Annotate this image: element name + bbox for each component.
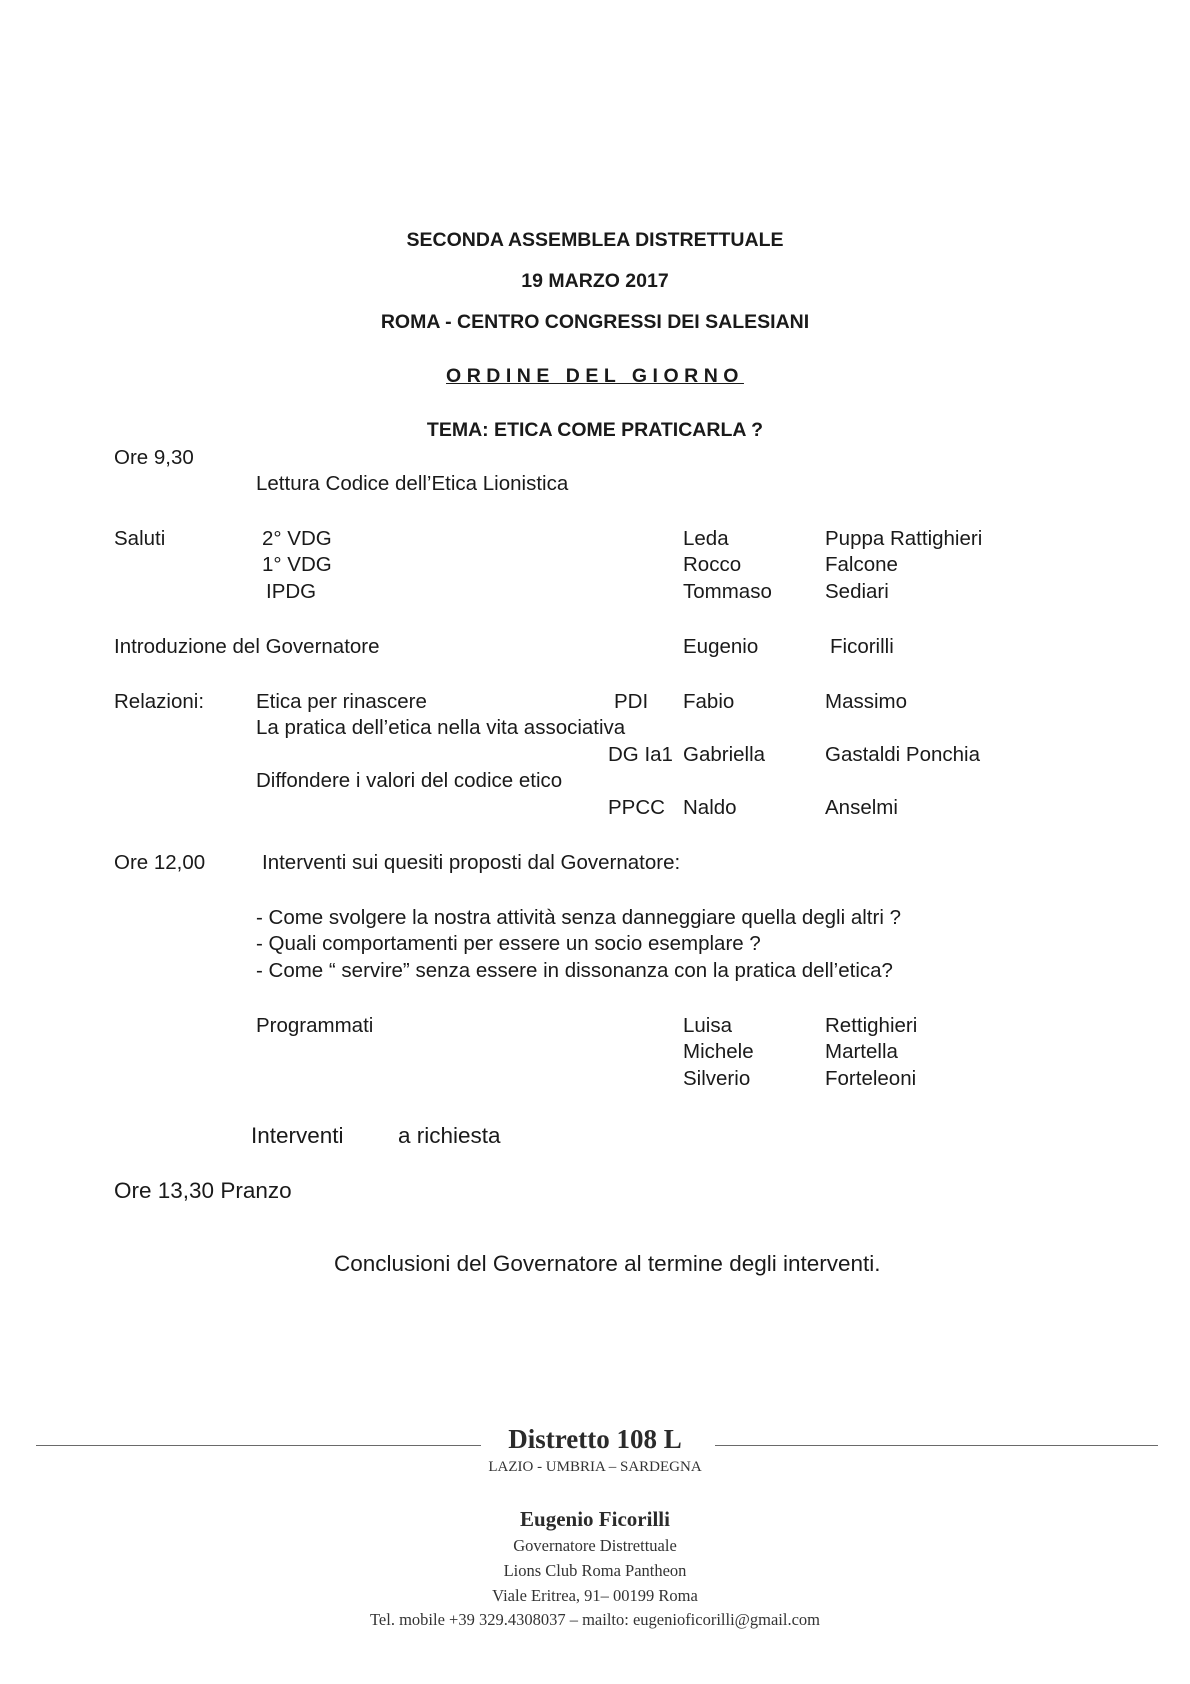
- lunch-time: Ore 13,30 Pranzo: [114, 1178, 292, 1203]
- report-role: PDI: [614, 690, 649, 713]
- district-regions: LAZIO - UMBRIA – SARDEGNA: [488, 1459, 702, 1475]
- scheduled-first-name: Michele: [683, 1040, 754, 1063]
- introduction-last-name: Ficorilli: [830, 635, 894, 658]
- agenda-heading: ORDINE DEL GIORNO: [446, 365, 744, 387]
- greeting-last-name: Puppa Rattighieri: [825, 527, 983, 550]
- report-first-name: Gabriella: [683, 743, 766, 766]
- club-name: Lions Club Roma Pantheon: [503, 1561, 687, 1580]
- report-last-name: Gastaldi Ponchia: [825, 743, 980, 766]
- report-last-name: Anselmi: [825, 796, 898, 819]
- on-request-label-suffix: a richiesta: [398, 1123, 501, 1148]
- report-role: DG Ia1: [608, 743, 673, 766]
- question-item: - Come “ servire” senza essere in dissonanza con la pratica dell’etica?: [256, 959, 893, 982]
- question-item: - Quali comportamenti per essere un socio esemplare ?: [256, 932, 761, 955]
- greeting-last-name: Sediari: [825, 580, 889, 603]
- interventions-intro: Interventi sui quesiti proposti dal Governatore:: [262, 851, 681, 874]
- address-line: Viale Eritrea, 91– 00199 Roma: [492, 1586, 698, 1605]
- report-last-name: Massimo: [825, 690, 908, 713]
- assembly-date: 19 MARZO 2017: [521, 270, 669, 292]
- greeting-role: IPDG: [266, 580, 317, 603]
- report-first-name: Naldo: [683, 796, 737, 819]
- governor-name: Eugenio Ficorilli: [520, 1507, 670, 1531]
- report-topic: Etica per rinascere: [256, 690, 427, 713]
- scheduled-first-name: Luisa: [683, 1014, 733, 1037]
- report-topic: Diffondere i valori del codice etico: [256, 769, 563, 792]
- reports-label: Relazioni:: [114, 690, 205, 713]
- greeting-role: 1° VDG: [262, 553, 332, 576]
- scheduled-last-name: Martella: [825, 1040, 898, 1063]
- governor-title: Governatore Distrettuale: [513, 1536, 677, 1555]
- assembly-venue: ROMA - CENTRO CONGRESSI DEI SALESIANI: [380, 311, 810, 333]
- district-name: Distretto 108 L: [508, 1424, 682, 1454]
- theme-heading: TEMA: ETICA COME PRATICARLA ?: [426, 419, 764, 441]
- interventions-time: Ore 12,00: [114, 851, 206, 874]
- introduction-first-name: Eugenio: [683, 635, 759, 658]
- assembly-title: SECONDA ASSEMBLEA DISTRETTUALE: [406, 229, 784, 251]
- question-item: - Come svolgere la nostra attività senza danneggiare quella degli altri ?: [256, 906, 901, 929]
- greeting-first-name: Leda: [683, 527, 729, 550]
- greeting-last-name: Falcone: [825, 553, 898, 576]
- introduction-label: Introduzione del Governatore: [114, 635, 380, 658]
- scheduled-last-name: Rettighieri: [825, 1014, 918, 1037]
- greeting-first-name: Tommaso: [683, 580, 772, 603]
- opening-reading: Lettura Codice dell’Etica Lionistica: [256, 472, 569, 495]
- report-role: PPCC: [608, 796, 665, 819]
- scheduled-last-name: Forteleoni: [825, 1067, 917, 1090]
- scheduled-first-name: Silverio: [683, 1067, 751, 1090]
- report-topic: La pratica dell’etica nella vita associativa: [256, 716, 626, 739]
- greetings-label: Saluti: [114, 527, 166, 550]
- conclusion-text: Conclusioni del Governatore al termine degli interventi.: [334, 1251, 881, 1276]
- greeting-role: 2° VDG: [262, 527, 332, 550]
- opening-time: Ore 9,30: [114, 446, 194, 469]
- on-request-label: Interventi: [251, 1123, 344, 1148]
- scheduled-label: Programmati: [256, 1014, 374, 1037]
- report-first-name: Fabio: [683, 690, 735, 713]
- greeting-first-name: Rocco: [683, 553, 742, 576]
- contact-line: Tel. mobile +39 329.4308037 – mailto: eugenioficorilli@gmail.com: [370, 1610, 820, 1629]
